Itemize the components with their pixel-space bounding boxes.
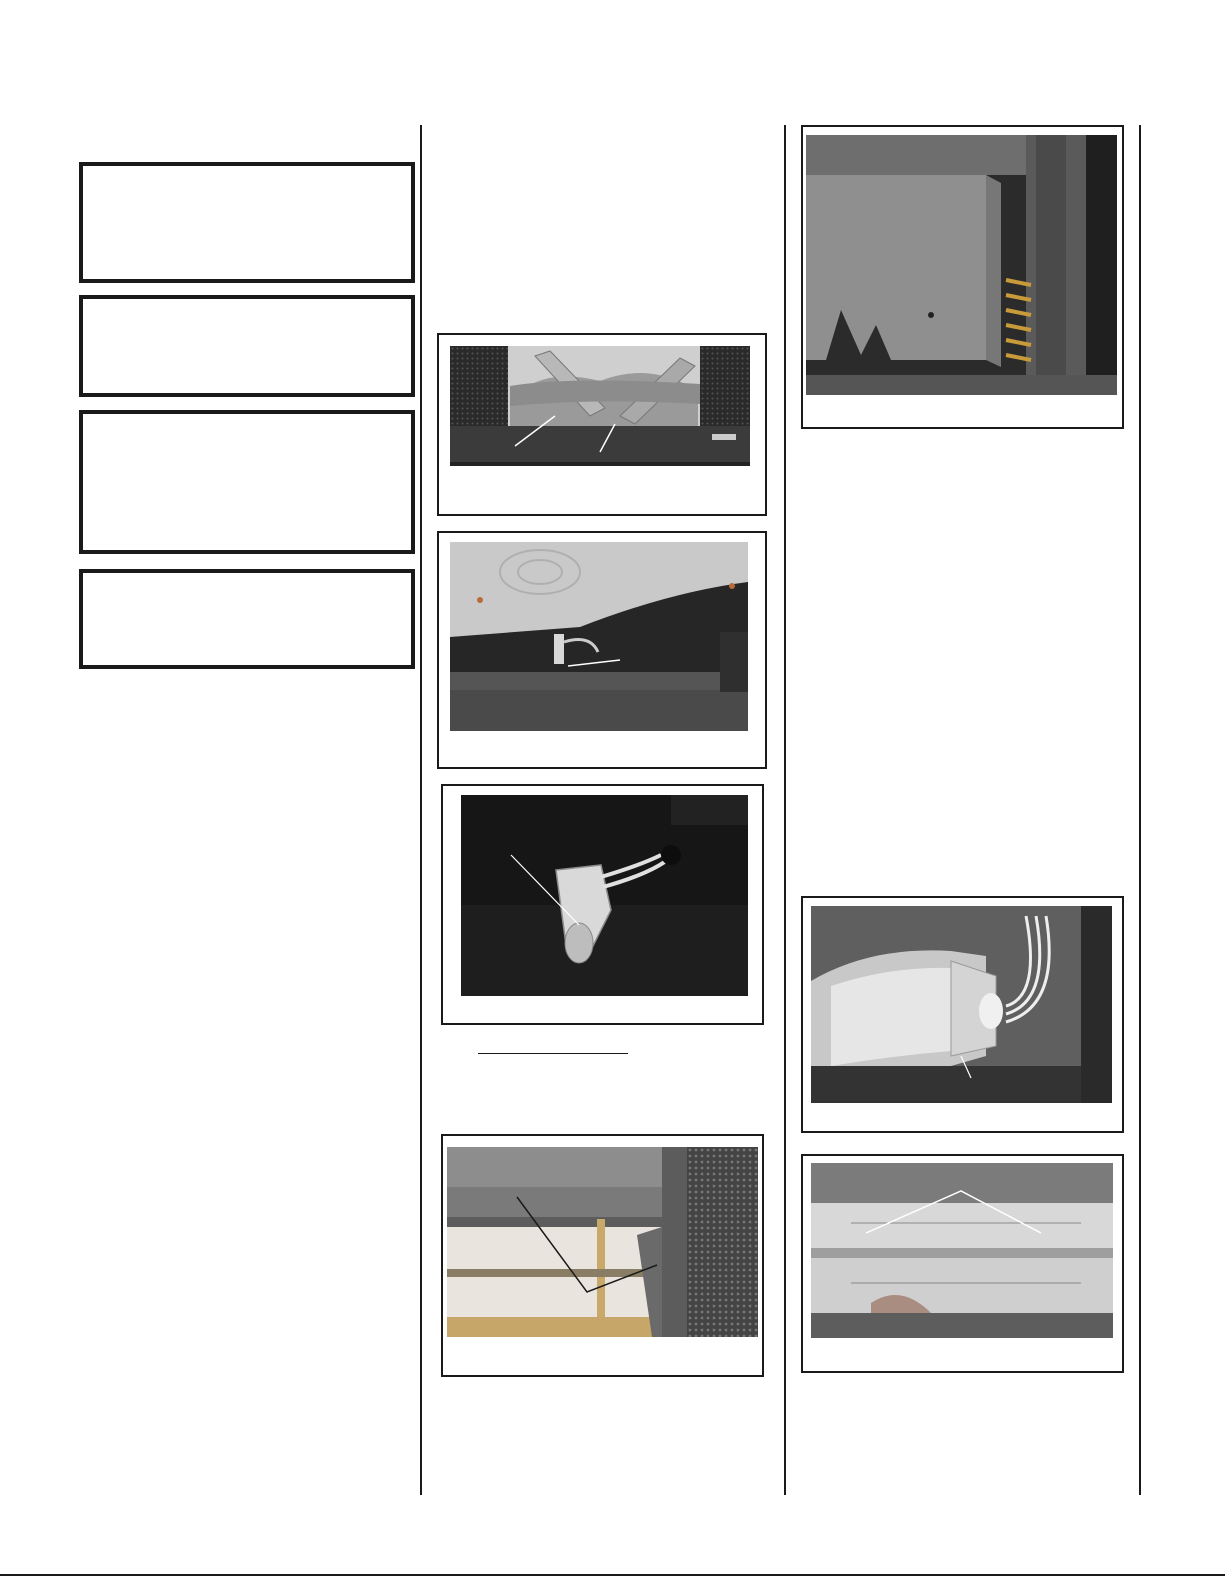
fireplace-log-set-photo xyxy=(450,346,750,466)
warning-box xyxy=(79,410,415,554)
light-bulb-socket-photo xyxy=(450,542,748,731)
column-divider-right xyxy=(1139,125,1141,1495)
reflector-bulb-photo xyxy=(811,906,1112,1103)
warning-box xyxy=(79,295,415,397)
side-panel-photo xyxy=(806,135,1117,395)
page-footer-rule xyxy=(0,1574,1225,1576)
bulb-closeup-photo xyxy=(461,795,748,996)
reflector-tray-photo xyxy=(811,1163,1113,1338)
column-divider-left xyxy=(420,125,422,1495)
column-divider-middle xyxy=(784,125,786,1495)
side-bracket-photo xyxy=(447,1147,758,1337)
section-heading-underline xyxy=(478,1053,628,1054)
warning-box xyxy=(79,569,415,669)
warning-box xyxy=(79,162,415,283)
